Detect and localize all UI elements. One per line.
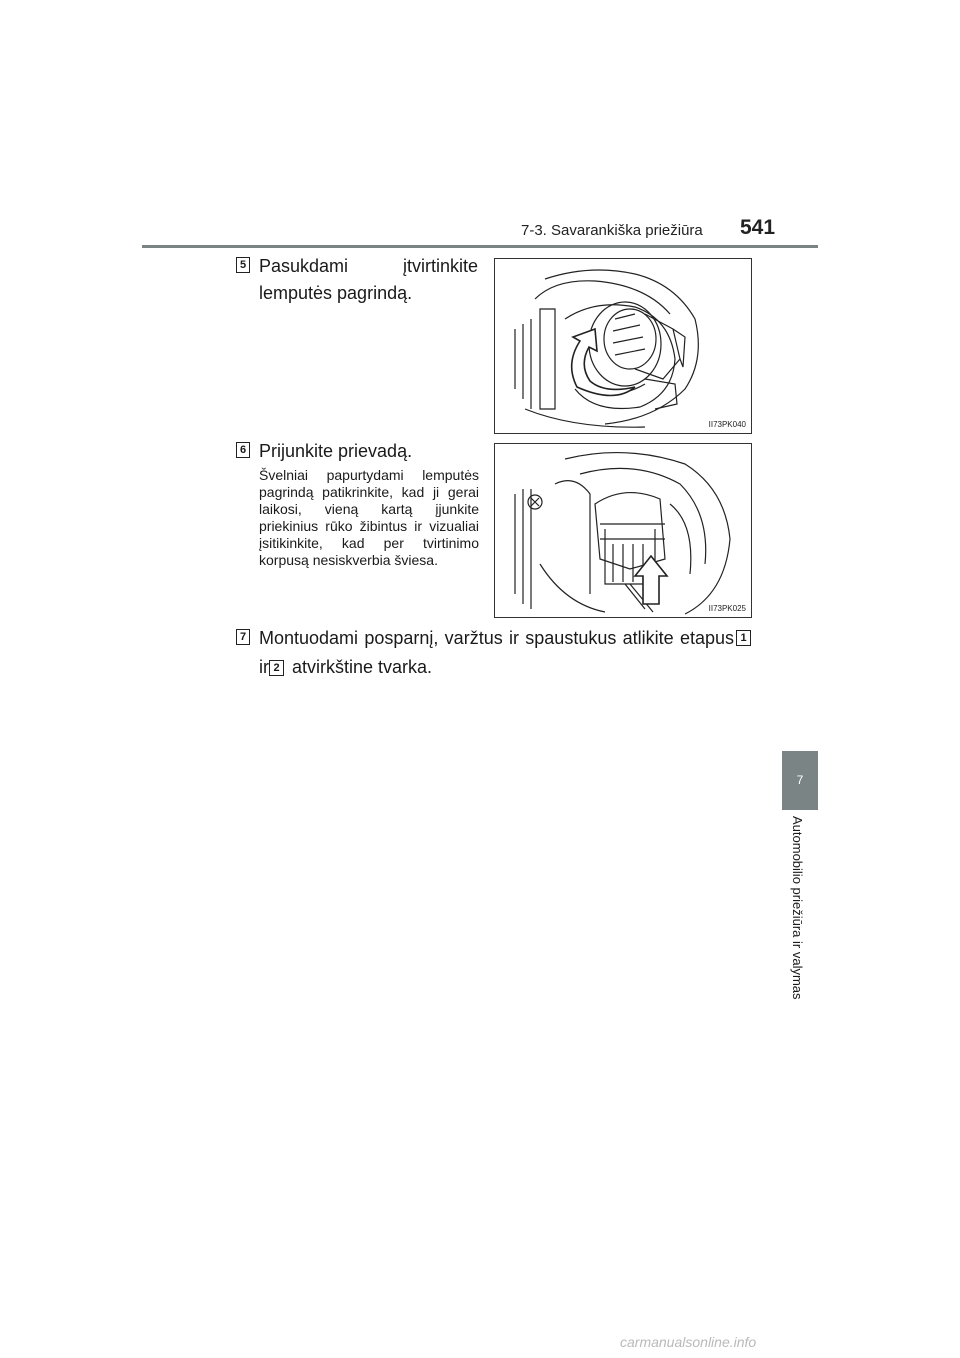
header-rule bbox=[142, 245, 818, 248]
step-ref-2: 2 bbox=[269, 660, 284, 676]
bulb-rotate-illustration bbox=[495, 259, 751, 433]
figure-code: II73PK040 bbox=[708, 420, 746, 429]
step-7-line2 bbox=[259, 654, 432, 680]
chapter-side-label bbox=[790, 816, 810, 1026]
step-7-line1-text: Montuodami posparnį, varžtus ir spaustukus atlikite etapus bbox=[259, 628, 734, 648]
section-title: 7-3. Savarankiška priežiūra bbox=[521, 222, 703, 239]
watermark: carmanualsonline.info bbox=[620, 1334, 757, 1350]
figure-code: II73PK025 bbox=[708, 604, 746, 613]
step-7-line2-suffix: atvirkštine tvarka. bbox=[292, 657, 433, 677]
step-6-note: Švelniai papurtydami lemputės pagrindą patikrinkite, kad ji gerai laikosi, vieną kartą įjunkite priekinius rūko žibintus ir vizualiai įsitikinkite, kad per tvirtinimo korpusą nesiskverbia šviesa. bbox=[259, 467, 479, 568]
step-7-marker: 7 bbox=[236, 629, 250, 645]
chapter-side-label-text: Automobilio priežiūra ir valymas bbox=[790, 816, 805, 1000]
figure-bulb-rotate bbox=[494, 258, 752, 434]
step-6-text: Prijunkite prievadą. bbox=[259, 441, 413, 461]
step-5-line1: Pasukdami įtvirtinkite bbox=[259, 256, 478, 276]
step-ref-1: 1 bbox=[736, 630, 751, 646]
step-7-line2-prefix: ir bbox=[259, 657, 269, 677]
step-6-marker: 6 bbox=[236, 442, 250, 458]
figure-connector bbox=[494, 443, 752, 618]
step-7-line1 bbox=[259, 625, 751, 651]
connector-illustration bbox=[495, 444, 751, 617]
page-number: 541 bbox=[740, 216, 776, 239]
step-5-line2: lemputės pagrindą. bbox=[259, 283, 413, 303]
step-5-marker: 5 bbox=[236, 257, 250, 273]
chapter-tab: 7 bbox=[782, 751, 818, 810]
